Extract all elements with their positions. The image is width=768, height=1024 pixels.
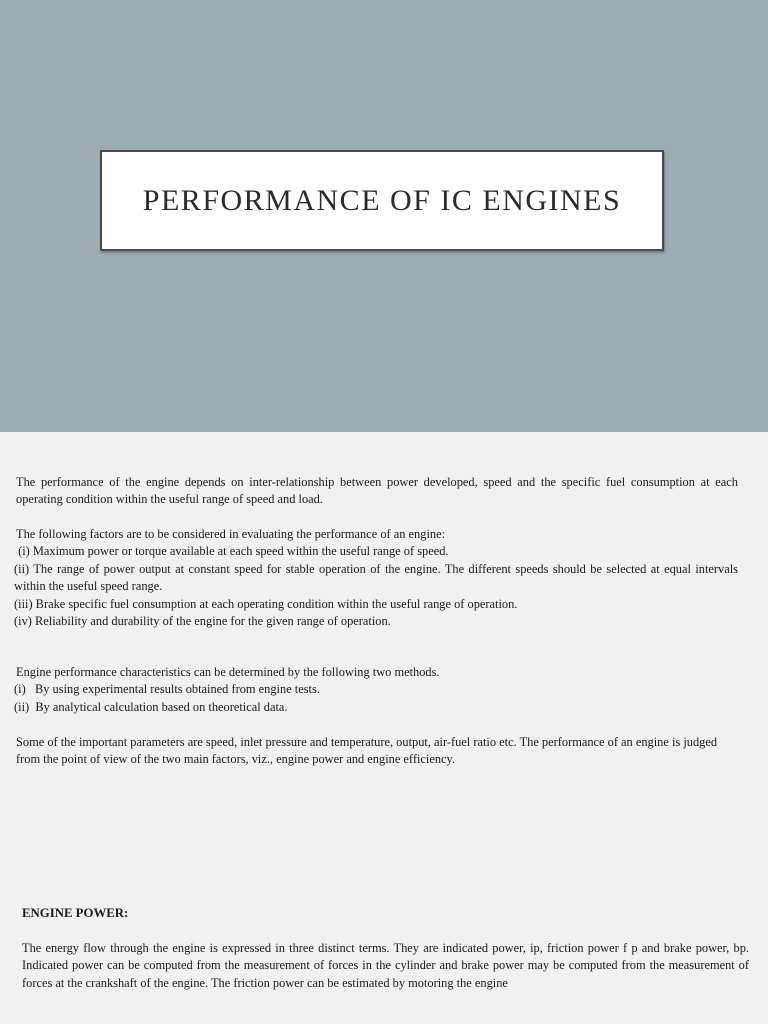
intro-paragraph: The performance of the engine depends on inter-relationship between power developed, speed and the specific fuel consumption at each operating condition within the useful range of speed and load.	[16, 475, 738, 507]
factors-block	[16, 526, 738, 630]
engine-power-slide	[0, 872, 768, 1024]
slide-title: PERFORMANCE OF IC ENGINES	[142, 183, 622, 217]
method-item: (ii) By analytical calculation based on theoretical data.	[14, 699, 288, 714]
method-item: (i) By using experimental results obtained from engine tests.	[14, 682, 320, 697]
content-slide	[0, 432, 768, 872]
parameters-paragraph: Some of the important parameters are speed, inlet pressure and temperature, output, air-fuel ratio etc. The performance of an engine is judged from the point of view of the two main factors, viz., engine power and engine efficiency.	[16, 735, 718, 767]
methods-intro: Engine performance characteristics can be determined by the following two methods.	[16, 665, 440, 679]
factor-item: (i) Maximum power or torque available at each speed within the useful range of speed.	[15, 544, 449, 559]
factor-item: (iv) Reliability and durability of the engine for the given range of operation.	[14, 614, 391, 629]
title-box	[100, 150, 664, 251]
section-heading: ENGINE POWER:	[22, 906, 129, 920]
factor-item: (iii) Brake specific fuel consumption at each operating condition within the useful range of operation.	[14, 596, 518, 611]
methods-block	[16, 664, 738, 716]
factor-item: (ii) The range of power output at constant speed for stable operation of the engine. The different speeds should be selected at equal intervals within the useful speed range.	[14, 561, 738, 594]
factors-intro: The following factors are to be considered in evaluating the performance of an engine:	[16, 527, 446, 541]
title-slide	[0, 0, 768, 432]
engine-power-paragraph: The energy flow through the engine is expressed in three distinct terms. They are indicated power, ip, friction power f p and brake power, bp. Indicated power can be computed from the measurement of forces in the cylinder and brake power may be computed from the measurement of forces at the crankshaft of the engine. The friction power can be estimated by motoring the engine	[22, 941, 749, 990]
